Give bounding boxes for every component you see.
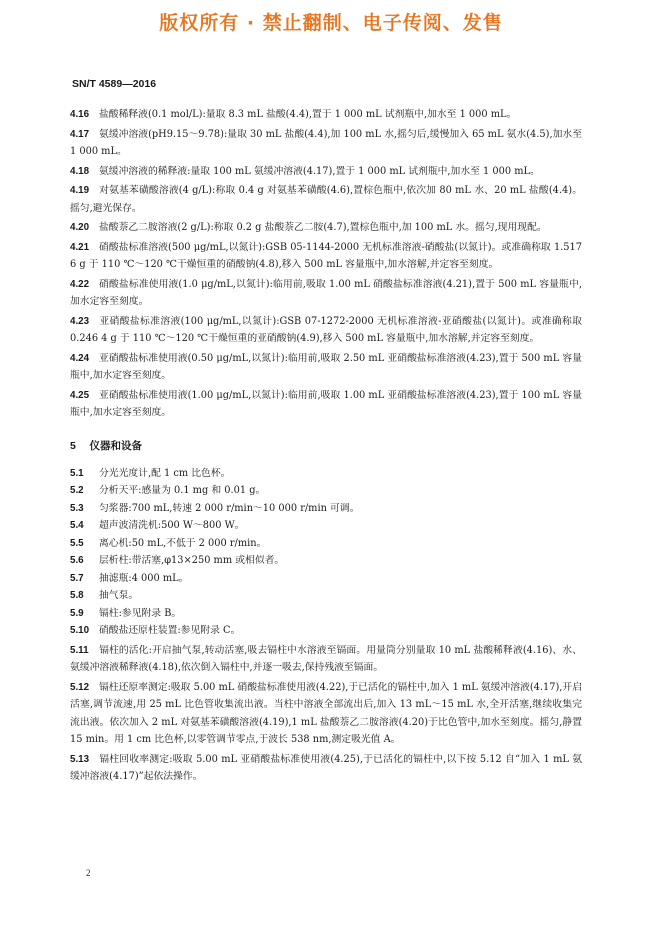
clause-number: 4.18 (70, 165, 90, 177)
clause-number: 5.2 (70, 485, 84, 496)
equipment-item (70, 605, 582, 623)
procedure-clause (70, 751, 582, 786)
clause-text: 硝酸盐标准使用液(1.0 μg/mL,以氮计):临用前,吸取 1.00 mL 硝酸盐标准溶液(4.21),置于 500 mL 容量瓶中,加水定容至刻度。 (70, 278, 582, 307)
clause-text: 氨缓冲溶液(pH9.15～9.78):量取 30 mL 盐酸(4.4),加 100 mL 水,摇匀后,缓慢加入 65 mL 氨水(4.5),加水至 1 000 mL。 (70, 128, 582, 157)
clause-number: 5.8 (70, 590, 84, 601)
equipment-item (70, 570, 582, 588)
clause-text: 对氨基苯磺酸溶液(4 g/L):称取 0.4 g 对氨基苯磺酸(4.6),置棕色瓶中,依次加 80 mL 水、20 mL 盐酸(4.4)。摇匀,避光保存。 (70, 185, 582, 214)
clause-number: 4.21 (70, 241, 90, 253)
clause-number: 5.6 (70, 555, 84, 566)
clause-number: 5.10 (70, 625, 90, 636)
clause-text: 镉柱:参见附录 B。 (99, 607, 182, 619)
reagent-clause (70, 106, 582, 124)
clause-number: 4.24 (70, 352, 90, 364)
clause-number: 4.20 (70, 222, 90, 233)
clause-number: 4.19 (70, 185, 90, 196)
reagent-clause (70, 182, 582, 217)
document-code: SN/T 4589—2016 (72, 78, 157, 90)
clause-text: 硝酸盐还原柱装置:参见附录 C。 (99, 625, 241, 636)
reagent-clause (70, 219, 582, 237)
clause-text: 分光光度计,配 1 cm 比色杯。 (99, 467, 231, 479)
equipment-item (70, 500, 582, 518)
clause-text: 镉柱回收率测定:吸取 5.00 mL 亚硝酸盐标准使用液(4.25),于已活化的镉柱中,以下按 5.12 自“加入 1 mL 氨缓冲溶液(4.17)”起依法操作。 (70, 753, 582, 782)
clause-text: 盐酸稀释液(0.1 mol/L):量取 8.3 mL 盐酸(4.4),置于 1 000 mL 试剂瓶中,加水至 1 000 mL。 (99, 109, 517, 120)
reagent-clause (70, 387, 582, 422)
equipment-item (70, 482, 582, 500)
clause-text: 匀浆器:700 mL,转速 2 000 r/min～10 000 r/min 可调。 (99, 502, 360, 514)
clause-number: 5.4 (70, 520, 84, 531)
clause-text: 层析柱:带活塞,φ13×250 mm 或相似者。 (99, 555, 285, 566)
clause-number: 5.5 (70, 537, 84, 549)
clause-text: 离心机:50 mL,不低于 2 000 r/min。 (99, 537, 267, 549)
equipment-item (70, 517, 582, 535)
equipment-item (70, 552, 582, 570)
clause-number: 4.17 (70, 128, 90, 140)
clause-text: 镉柱还原率测定:吸取 5.00 mL 硝酸盐标准使用液(4.22),于已活化的镉柱中,加入 1 mL 氨缓冲溶液(4.17),开启活塞,调节流速,用 25 mL 比色管收集流出液。当柱中溶液全部流出后,加入 13 mL～15 mL 水,全开活塞,继续收集完流出液。依次加入 2 mL 对氨基苯磺酸溶液(4.19),1 mL 盐酸萘乙二胺溶液(4.20)于比色管中,加水至刻度。摇匀,静置 15 min。用 1 cm 比色杯,以零管调节零点,于波长 538 nm,测定吸光值 A。 (70, 681, 582, 745)
clause-number: 5.11 (70, 644, 89, 656)
clause-number: 5.3 (70, 502, 84, 514)
reagent-clause (70, 313, 582, 348)
clause-text: 分析天平:感量为 0.1 mg 和 0.01 g。 (99, 485, 266, 496)
equipment-item (70, 587, 582, 605)
copyright-watermark: 版权所有 · 禁止翻制、电子传阅、发售 (159, 12, 503, 34)
clause-text: 抽滤瓶:4 000 mL。 (99, 572, 189, 584)
clause-number: 4.23 (70, 315, 90, 327)
equipment-item (70, 465, 582, 483)
clause-text: 亚硝酸盐标准使用液(0.50 μg/mL,以氮计):临用前,吸取 2.50 mL 亚硝酸盐标准溶液(4.23),置于 500 mL 容量瓶中,加水定容至刻度。 (70, 352, 582, 381)
reagent-clause (70, 350, 582, 385)
page-number: 2 (86, 868, 91, 878)
reagent-clause (70, 239, 582, 274)
reagent-clause (70, 126, 582, 161)
clause-text: 氨缓冲溶液的稀释液:量取 100 mL 氨缓冲溶液(4.17),置于 1 000 mL 试剂瓶中,加水至 1 000 mL。 (99, 165, 540, 177)
clause-text: 抽气泵。 (99, 590, 139, 601)
clause-number: 5.13 (70, 753, 90, 765)
reagent-clause (70, 163, 582, 181)
reagent-list (70, 106, 582, 422)
clause-text: 亚硝酸盐标准溶液(100 μg/mL,以氮计):GSB 07-1272-2000 无机标准溶液-亚硝酸盐(以氮计)。或准确称取 0.246 4 g 于 110 ℃～120 ℃干燥恒重的亚硝酸钠(4.9),移入 500 mL 容量瓶中,加水溶解,并定容至刻度。 (70, 315, 582, 344)
clause-text: 镉柱的活化:开启抽气泵,转动活塞,吸去镉柱中水溶液至镉面。用量筒分别量取 10 mL 盐酸稀释液(4.16)、水、氨缓冲溶液稀释液(4.18),依次倒入镉柱中,并逐一吸去,保持残液至镉面。 (70, 644, 582, 673)
equipment-list (70, 465, 582, 640)
clause-text: 超声波清洗机:500 W～800 W。 (99, 520, 245, 531)
clause-number: 4.22 (70, 278, 90, 290)
procedure-clause (70, 679, 582, 749)
page-content (70, 106, 582, 788)
section-number: 5 (70, 439, 76, 452)
section-heading (70, 438, 582, 453)
reagent-clause (70, 276, 582, 311)
clause-text: 硝酸盐标准溶液(500 μg/mL,以氮计):GSB 05-1144-2000 无机标准溶液-硝酸盐(以氮计)。或准确称取 1.517 6 g 于 110 ℃～120 ℃干燥恒重的硝酸钠(4.8),移入 500 mL 容量瓶中,加水溶解,并定容至刻度。 (70, 241, 582, 270)
section-title: 仪器和设备 (89, 439, 142, 452)
procedure-list (70, 642, 582, 786)
procedure-clause (70, 642, 582, 677)
clause-number: 4.25 (70, 389, 90, 401)
equipment-item (70, 622, 582, 640)
clause-number: 4.16 (70, 109, 90, 120)
clause-text: 盐酸萘乙二胺溶液(2 g/L):称取 0.2 g 盐酸萘乙二胺(4.7),置棕色瓶中,加 100 mL 水。摇匀,现用现配。 (99, 222, 547, 233)
clause-number: 5.7 (70, 572, 84, 584)
clause-number: 5.1 (70, 467, 84, 479)
clause-number: 5.12 (70, 681, 90, 693)
equipment-item (70, 535, 582, 553)
clause-number: 5.9 (70, 607, 84, 619)
clause-text: 亚硝酸盐标准使用液(1.00 μg/mL,以氮计):临用前,吸取 1.00 mL 亚硝酸盐标准溶液(4.23),置于 100 mL 容量瓶中,加水定容至刻度。 (70, 389, 582, 418)
